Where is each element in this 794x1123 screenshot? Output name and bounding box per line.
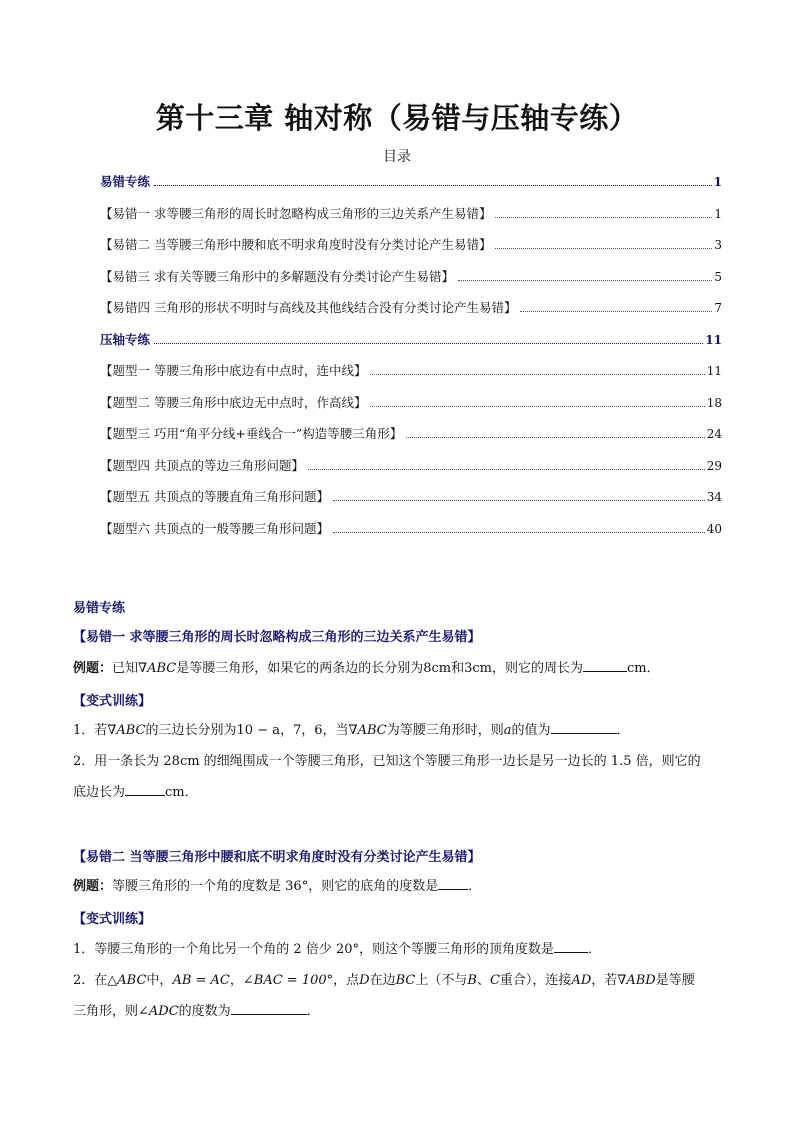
toc-entry-label: 【题型三 巧用“角平分线+垂线合一”构造等腰三角形】 — [100, 426, 403, 441]
toc-entry-label: 易错专练 — [100, 174, 151, 189]
toc-page-number: 11 — [706, 364, 722, 378]
toc-entry[interactable] — [100, 424, 722, 456]
toc-entry[interactable] — [100, 393, 722, 425]
toc-entry[interactable] — [100, 361, 722, 393]
toc-entry-label: 【易错三 求有关等腰三角形中的多解题没有分类讨论产生易错】 — [100, 268, 454, 284]
toc-page-number: 18 — [706, 395, 722, 410]
answer-blank — [231, 1002, 307, 1015]
err2-heading: 【易错二 当等腰三角形中腰和底不明求角度时没有分类讨论产生易错】 — [73, 850, 481, 865]
toc-leader-dots — [333, 532, 705, 533]
toc-entry-label: 压轴专练 — [100, 331, 151, 347]
toc-leader-dots — [308, 469, 705, 470]
toc-leader-dots — [495, 248, 712, 249]
err1-training-label: 【变式训练】 — [73, 694, 152, 709]
err1-question-1: 1．若∇ABC的三边长分别为10 − a，7，6，当∇ABC为等腰三角形时，则a的值为 ． — [73, 723, 630, 738]
answer-blank — [551, 721, 617, 734]
toc-page-number: 3 — [714, 238, 722, 252]
answer-blank — [554, 940, 588, 953]
err1-example: 例题：已知∇ABC是等腰三角形，如果它的两条边的长分别为8cm和3cm，则它的周长为 cm． — [73, 661, 660, 676]
err1-question-2-line-2: 底边长为 cm． — [73, 785, 198, 800]
toc-leader-dots — [370, 374, 704, 375]
toc-entry[interactable] — [100, 172, 722, 204]
toc-page-number: 5 — [714, 269, 722, 284]
err2-training-label: 【变式训练】 — [73, 912, 152, 927]
toc-page-number: 1 — [714, 206, 722, 221]
toc-leader-dots — [370, 406, 704, 407]
section-title-errors: 易错专练 — [73, 601, 126, 616]
toc-entry[interactable] — [100, 519, 722, 551]
toc-page-number: 29 — [706, 458, 722, 473]
err2-example: 例题：等腰三角形的一个角的度数是 36°，则它的底角的度数是 ． — [73, 879, 482, 894]
answer-blank — [583, 659, 627, 672]
err1-question-2-line-1: 2．用一条长为 28cm 的细绳围成一个等腰三角形，已知这个等腰三角形一边长是另一边长的 1.5 倍，则它的 — [73, 754, 701, 769]
toc-page-number: 11 — [705, 332, 722, 347]
err2-question-1: 1．等腰三角形的一个角比另一个角的 2 倍少 20°，则这个等腰三角形的顶角度数是 ． — [73, 942, 601, 957]
toc-entry-label: 【题型六 共顶点的一般等腰三角形问题】 — [100, 520, 329, 536]
toc-entry[interactable] — [100, 298, 722, 330]
toc-heading: 目录 — [383, 149, 411, 165]
toc-page-number: 1 — [713, 175, 722, 189]
toc-leader-dots — [458, 280, 712, 281]
toc-entry-label: 【易错四 三角形的形状不明时与高线及其他线结合没有分类讨论产生易错】 — [100, 300, 517, 315]
toc-entry-label: 【题型五 共顶点的等腰直角三角形问题】 — [100, 489, 329, 504]
toc-page-number: 40 — [706, 521, 722, 536]
toc-entry-label: 【题型一 等腰三角形中底边有中点时，连中线】 — [100, 363, 367, 378]
err2-question-2-line-1: 2．在△ABC中，AB = AC，∠BAC = 100°，点D在边BC上（不与B、C重合），连接AD，若∇ABD是等腰 — [73, 973, 695, 988]
toc-page-number: 7 — [714, 301, 722, 315]
err2-question-2-line-2: 三角形，则∠ADC的度数为 ． — [73, 1004, 320, 1019]
toc-entry-label: 【易错二 当等腰三角形中腰和底不明求角度时没有分类讨论产生易错】 — [100, 237, 492, 252]
toc-page-number: 24 — [706, 427, 722, 441]
toc-entry-label: 【题型二 等腰三角形中底边无中点时，作高线】 — [100, 394, 367, 410]
toc-entry[interactable] — [100, 235, 722, 267]
toc-leader-dots — [520, 311, 712, 312]
answer-blank — [438, 877, 468, 890]
toc-entry[interactable] — [100, 330, 722, 362]
toc-entry[interactable] — [100, 487, 722, 519]
toc-leader-dots — [154, 343, 703, 344]
toc-page-number: 34 — [706, 490, 722, 504]
err1-heading: 【易错一 求等腰三角形的周长时忽略构成三角形的三边关系产生易错】 — [73, 630, 481, 645]
toc-entry[interactable] — [100, 267, 722, 299]
page-title: 第十三章 轴对称（易错与压轴专练） — [155, 101, 639, 135]
toc-entry-label: 【易错一 求等腰三角形的周长时忽略构成三角形的三边关系产生易错】 — [100, 205, 492, 221]
toc-leader-dots — [495, 217, 712, 218]
toc-leader-dots — [406, 437, 704, 438]
toc-entry-label: 【题型四 共顶点的等边三角形问题】 — [100, 457, 304, 473]
table-of-contents — [100, 172, 722, 550]
toc-leader-dots — [154, 185, 712, 186]
answer-blank — [125, 783, 165, 796]
toc-entry[interactable] — [100, 456, 722, 488]
toc-leader-dots — [333, 500, 705, 501]
toc-entry[interactable] — [100, 204, 722, 236]
